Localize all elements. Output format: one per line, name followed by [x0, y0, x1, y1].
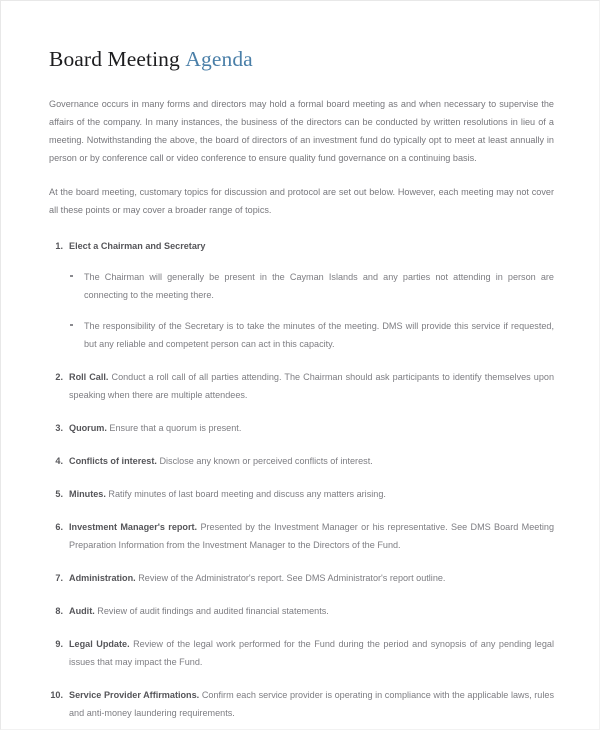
agenda-item-number: 2. — [55, 371, 63, 382]
agenda-item-number: 5. — [55, 488, 63, 499]
agenda-item-7 — [49, 569, 554, 587]
agenda-item-lead: Roll Call. — [69, 371, 109, 382]
agenda-item-lead: Legal Update. — [69, 638, 130, 649]
sub-item-text: The responsibility of the Secretary is to take the minutes of the meeting. DMS will provide this service if requested, but any reliable and competent person can act in this capacity. — [84, 320, 554, 349]
agenda-item-lead: Administration. — [69, 572, 136, 583]
agenda-item-lead: Audit. — [69, 605, 95, 616]
page-title-accent: Agenda — [185, 47, 253, 71]
bullet-icon — [70, 275, 73, 278]
agenda-item-9 — [49, 635, 554, 671]
agenda-item-1-sublist — [69, 268, 554, 353]
agenda-item-4 — [49, 452, 554, 470]
page-title-main: Board Meeting — [49, 47, 180, 71]
agenda-item-5 — [49, 485, 554, 503]
page-title — [49, 47, 554, 73]
agenda-item-number: 7. — [55, 572, 63, 583]
document-content — [49, 47, 554, 722]
agenda-item-lead: Minutes. — [69, 488, 106, 499]
agenda-list — [49, 237, 554, 722]
agenda-item-body: Ratify minutes of last board meeting and discuss any matters arising. — [108, 488, 386, 499]
bullet-icon — [70, 324, 73, 327]
agenda-item-lead: Service Provider Affirmations. — [69, 689, 200, 700]
agenda-item-lead: Conflicts of interest. — [69, 455, 157, 466]
agenda-item-1 — [49, 237, 554, 353]
agenda-item-body: Conduct a roll call of all parties attending. The Chairman should ask participants to identify themselves upon speaking when there are multiple attendees. — [69, 371, 555, 400]
agenda-item-lead: Elect a Chairman and Secretary — [69, 240, 206, 251]
agenda-item-body: Presented by the Investment Manager or his representative. See DMS Board Meeting Preparation Information from the Investment Manager to the Directors of the Fund. — [69, 521, 555, 550]
intro-paragraph-1: Governance occurs in many forms and directors may hold a formal board meeting as and when necessary to supervise the affairs of the company. In many instances, the business of the directors can be conducted by written resolutions in lieu of a meeting. Notwithstanding the above, the board of directors of an investment fund do typically opt to meet at least annually in person or by conference call or video conference to ensure quality fund governance on a continuing basis. — [49, 98, 554, 163]
agenda-item-8 — [49, 602, 554, 620]
list-item — [69, 268, 554, 304]
agenda-item-number: 4. — [55, 455, 63, 466]
agenda-item-number: 8. — [55, 605, 63, 616]
agenda-item-number: 3. — [55, 422, 63, 433]
agenda-item-number: 6. — [55, 521, 63, 532]
agenda-item-body: Review of the Administrator's report. See DMS Administrator's report outline. — [138, 572, 446, 583]
list-item — [69, 317, 554, 353]
intro-paragraph-2: At the board meeting, customary topics for discussion and protocol are set out below. However, each meeting may not cover all these points or may cover a broader range of topics. — [49, 186, 554, 215]
agenda-item-lead: Quorum. — [69, 422, 107, 433]
agenda-item-3 — [49, 419, 554, 437]
sub-item-text: The Chairman will generally be present in the Cayman Islands and any parties not attending in person are connecting to the meeting there. — [84, 271, 554, 300]
agenda-item-body: Review of audit findings and audited financial statements. — [97, 605, 329, 616]
agenda-item-number: 1. — [55, 240, 63, 251]
agenda-item-number: 9. — [55, 638, 63, 649]
agenda-item-number: 10. — [50, 689, 63, 700]
agenda-item-body: Review of the legal work performed for the Fund during the period and synopsis of any pending legal issues that may impact the Fund. — [69, 638, 555, 667]
agenda-item-lead: Investment Manager's report. — [69, 521, 198, 532]
agenda-item-10 — [49, 686, 554, 722]
agenda-item-body: Disclose any known or perceived conflicts of interest. — [159, 455, 373, 466]
agenda-item-6 — [49, 518, 554, 554]
agenda-item-2 — [49, 368, 554, 404]
agenda-item-body: Confirm each service provider is operating in compliance with the applicable laws, rules and anti-money laundering requirements. — [69, 689, 554, 718]
agenda-item-body: Ensure that a quorum is present. — [109, 422, 242, 433]
